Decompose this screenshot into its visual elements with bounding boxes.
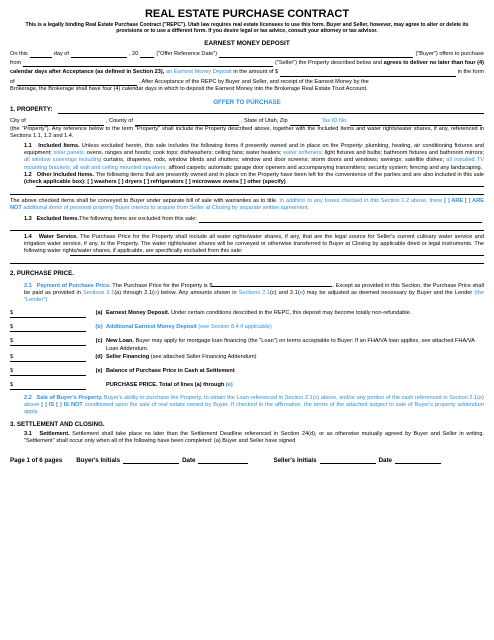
water-excluded-field-2[interactable] — [10, 256, 484, 264]
earnest-form-field[interactable] — [17, 79, 137, 86]
price-row-c: $ (c) New Loan. Buyer may apply for mortgage loan financing (the "Loan") on terms acceptable to Buyer: If an FHA/VA loan applies, see attached FHA/VA Loan Addendum. — [10, 338, 475, 352]
section-2-2: 2.2 Sale of Buyer's Property. Buyer's ability to purchase the Property, to obtain the Loan referenced in Section 2.1(c) above, and/or any portion of the cash referenced in Section 2.1(e) above [ ] IS [ ] IS NOT conditioned upon the sale of real estate owned by Buyer. If checked in the affirmative, the terms of the attached subject to sale of Buyer's property addendum apply. — [24, 394, 484, 416]
document-subtitle: This is a legally binding Real Estate Purchase Contract ("REPC"). Utah law requires real estate licensees to use this form. Buyer and Seller, however, may agree to alter or delete its provisions or to use a different form. If you desire legal or tax advice, consult your attorney or tax advisor. — [25, 22, 469, 35]
price-row-total: $ PURCHASE PRICE. Total of lines (a) through (e) — [10, 381, 233, 388]
price-row-d: $ (d) Seller Financing (see attached Seller Financing Addendum) — [10, 353, 257, 360]
buyer-date-field[interactable] — [198, 457, 248, 464]
earnest-line-1: On this day of , 20 ("Offer Reference Date") ("Buyer") offers to purchase — [10, 51, 484, 58]
property-heading: 1. PROPERTY: — [10, 106, 53, 114]
buyer-date-label: Date — [182, 456, 196, 464]
earnest-line-4: of . After Acceptance of the REPC by Buyer and Seller, and receipt of the Earnest Money by the — [10, 78, 369, 85]
settlement-heading: 3. SETTLEMENT AND CLOSING. — [10, 421, 105, 429]
total-purchase-price-field[interactable]: $ — [10, 382, 86, 390]
price-row-a: $ (a) Earnest Money Deposit. Under certain conditions described in the REPC, this deposit may become totally non-refundable. — [10, 310, 412, 317]
seller-financing-amount-field[interactable]: $ — [10, 354, 86, 362]
section-1-1: 1.1 Included Items. Unless excluded herein, this sale includes the following items if presently owned and in place on the Property: plumbing, heating, air conditioning fixtures and equipment; solar panels; ovens, ranges and hoods; cook tops; dishwashers; ceiling fans; water heaters; water softeners; light fixtures and bulbs; bathroom fixtures and bathroom mirrors; all window coverings including curtains, draperies, rods, window blinds and shutters; window and door screens; storm doors and windows; awnings; satellite dishes; all installed TV mounting brackets; all wall and ceiling mounted speakers; affixed carpets; automatic garage door openers and accompanying transmitters; security system; fencing and any landscaping. — [24, 143, 484, 171]
city-field[interactable] — [28, 119, 104, 126]
excluded-items-field[interactable] — [199, 216, 482, 223]
zip-field[interactable] — [290, 119, 320, 126]
seller-date-label: Date — [378, 456, 392, 464]
earnest-line-2: from ("Seller") the Property described below and agrees to deliver no later than four (4) — [10, 60, 484, 67]
buyer-initials-label: Buyer's Initials — [76, 456, 121, 464]
chattel-paragraph: The above checked items shall be conveyed to Buyer under separate bill of sale with warranties as to title. In addition to any boxes checked in this Section 1.2 above, there [ ] ARE [ ] ARE NOT additional items of personal property Buyer intends to acquire from Seller at Closing by separate written agreement. — [10, 198, 484, 212]
property-body: (the "Property"). Any reference below to the term "Property" shall include the Property described above, together with the Included Items and water rights/water shares, if any, referenced in Sections 1.1, 1.2 and 1.4. — [10, 125, 484, 139]
price-row-b: $ (b) Additional Earnest Money Deposit (see Section 8.4 if applicable) — [10, 324, 272, 331]
county-field[interactable] — [135, 119, 239, 126]
price-row-e: $ (e) Balance of Purchase Price in Cash at Settlement — [10, 367, 235, 374]
page-number: Page 1 of 6 pages — [10, 456, 63, 464]
seller-name-field[interactable] — [23, 60, 273, 67]
earnest-line-5: Brokerage, the Brokerage shall have four (4) calendar days in which to deposit the Earnest Money into the Brokerage Real Estate Trust Account. — [10, 85, 368, 92]
seller-date-field[interactable] — [395, 457, 441, 464]
year-field[interactable] — [140, 51, 154, 58]
earnest-deposit-amount-field[interactable]: $ — [10, 310, 86, 318]
buyer-name-field[interactable] — [219, 51, 413, 58]
offer-heading: OFFER TO PURCHASE — [213, 99, 281, 107]
new-loan-amount-field[interactable]: $ — [10, 338, 86, 346]
document-title: REAL ESTATE PURCHASE CONTRACT — [144, 8, 350, 20]
property-location-line: City of , County of , State of Utah, Zip Tax ID No. — [10, 118, 484, 125]
section-1-3: 1.3 Excluded Items. The following items are excluded from this sale: — [10, 216, 484, 223]
other-items-field-2[interactable] — [10, 187, 484, 195]
section-2-1: 2.1 Payment of Purchase Price. The Purchase Price for the Property is $ . Except as provided in this Section, the Purchase Price shall be paid as provided in Sections 2.1(a) through 2.1(e) below. Any amounts shown in Sections 2.1(c) and 2.1(e) may be adjusted as deemed necessary by Buyer and the Lender (the "Lender"). — [10, 280, 484, 305]
earnest-money-heading: EARNEST MONEY DEPOSIT — [204, 39, 290, 47]
section-3-1: 3.1 Settlement. Settlement shall take place no later than the Settlement Deadline referenced in Section 24(d), or as otherwise mutually agreed by Buyer and Seller in writing. "Settlement" shall occur only when all of the following have been completed: (a) Buyer and Seller have signed — [24, 430, 484, 444]
section-1-4: 1.4 Water Service. The Purchase Price for the Property shall include all water rights/water shares, if any, that are the legal source for Seller's current culinary water service and irrigation water service, if any, to the Property. The water rights/water shares will be conveyed or otherwise transferred to Buyer at Closing by applicable deed or legal instruments. The following water rights/water shares, if applicable, are specifically excluded from this sale: — [24, 233, 484, 255]
additional-deposit-amount-field[interactable]: $ — [10, 324, 86, 332]
page-footer — [10, 457, 484, 464]
earnest-amount-field[interactable] — [280, 70, 455, 77]
seller-initials-label: Seller's Initials — [273, 456, 317, 464]
buyer-initials-field[interactable] — [123, 457, 179, 464]
month-field[interactable] — [71, 51, 127, 58]
excluded-items-field-2[interactable] — [10, 223, 484, 231]
purchase-price-heading: 2. PURCHASE PRICE. — [10, 270, 74, 278]
earnest-line-3: calendar days after Acceptance (as defined in Section 23), an Earnest Money Deposit in the amount of $ in the form — [10, 69, 484, 76]
taxid-field[interactable] — [350, 119, 482, 126]
property-address-field[interactable] — [58, 106, 484, 114]
price-breakdown — [10, 310, 484, 389]
contract-page — [10, 0, 484, 464]
seller-initials-field[interactable] — [320, 457, 376, 464]
cash-balance-amount-field[interactable]: $ — [10, 368, 86, 376]
purchase-price-field[interactable] — [212, 280, 332, 287]
day-field[interactable] — [30, 51, 52, 58]
section-1-2: 1.2 Other Included Items. The following items that are presently owned and in place on the Property have been left for the convenience of the parties and are also included in this sale (check applicable box): [ ] washers [ ] dryers [ ] refrigerators [ ] microwave ovens [ ] other (specify) — [24, 171, 484, 186]
